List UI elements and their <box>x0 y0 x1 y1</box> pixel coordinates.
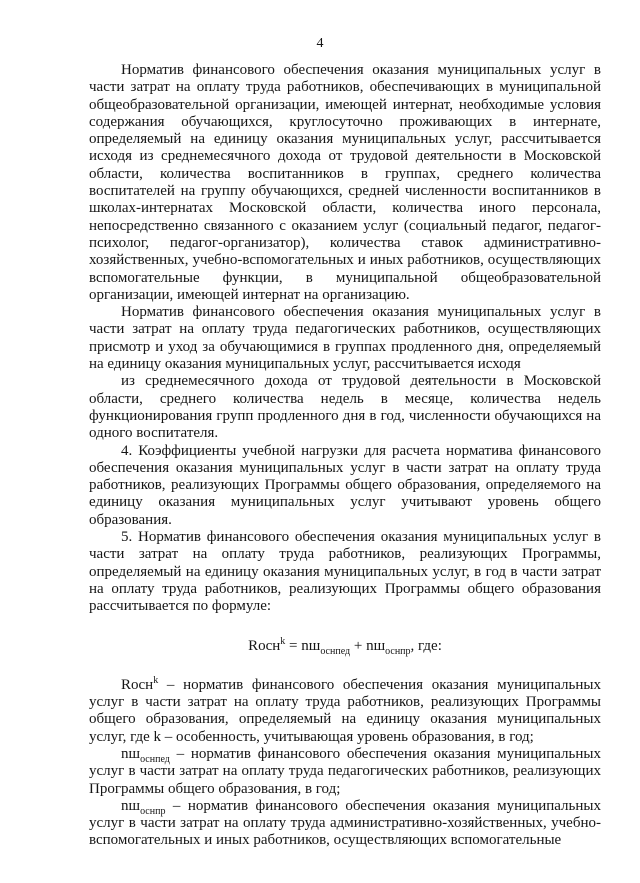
definition-symbol: Roсн <box>121 676 154 693</box>
definition-sub: оснпед <box>140 753 170 765</box>
formula-tail: , где: <box>410 637 442 654</box>
page-number: 4 <box>316 36 324 51</box>
definition-text: – норматив финансового обеспечения оказания муниципальных услуг в части затрат на оплату труда педагогических работников, реализующих Программы общего образования, в год; <box>89 745 601 797</box>
definition-nsh-oснpr <box>89 798 601 850</box>
definition-sub: оснпр <box>140 805 166 817</box>
definition-text: – норматив финансового обеспечения оказания муниципальных услуг в части затрат на оплату труда административно-хозяйственных, учебно-вспомогательных и иных работников, осуществляющих вспомогательные <box>89 797 601 849</box>
definition-symbol: nш <box>121 797 141 814</box>
definition-sup: k <box>153 674 159 686</box>
definition-text: – норматив финансового обеспечения оказания муниципальных услуг в части затрат на оплату труда работников, реализующих Программы общего образования, определяемый на единицу оказания муниципальных услуг, где k – особенность, учитывающая уровень образования, в год; <box>89 676 601 745</box>
definition-nsh-oснped <box>89 746 601 798</box>
paragraph-coefficients: 4. Коэффициенты учебной нагрузки для расчета норматива финансового обеспечения оказания муниципальных услуг в части затрат на оплату труда работников, реализующих Программы общего образования, определяемого на единицу оказания муниципальных услуг учитывают уровень общего образования. <box>89 442 601 528</box>
paragraph-extended-day-basis: из среднемесячного дохода от трудовой деятельности в Московской области, среднего количества недель в месяце, количества недель функционирования групп продленного дня в год, численности обучающихся на одного воспитателя. <box>89 373 601 442</box>
formula-term2-sub: оснпр <box>385 645 411 657</box>
document-body <box>89 62 601 850</box>
paragraph-extended-day-norm: Норматив финансового обеспечения оказания муниципальных услуг в части затрат на оплату труда педагогических работников, осуществляющих присмотр и уход за обучающимися в группах продленного дня, определяемый на единицу оказания муниципальных услуг, рассчитывается исходя <box>89 304 601 373</box>
formula-plus: + nш <box>350 637 386 654</box>
formula-lhs-sup: k <box>280 635 286 647</box>
formula <box>89 635 601 657</box>
paragraph-norm-formula-intro: 5. Норматив финансового обеспечения оказания муниципальных услуг в части затрат на оплату труда работников, реализующих Программы, определяемый на единицу оказания муниципальных услуг, в год в части затрат на оплату труда работников, реализующих Программы общего образования рассчитывается по формуле: <box>89 529 601 615</box>
formula-eq: = nш <box>285 637 321 654</box>
paragraph-intern-norm: Норматив финансового обеспечения оказания муниципальных услуг в части затрат на оплату труда работников, обеспечивающих в муниципальной общеобразовательной организации, имеющей интернат, необходимые условия содержания обучающихся, круглосуточно проживающих в интернате, определяемый на единицу оказания муниципальных услуг, рассчитывается исходя из среднемесячного дохода от трудовой деятельности в Московской области, количества воспитанников в группах, среднего количества воспитателей на группу обучающихся, средней численности воспитанников в школах-интернатах Московской области, количества иного персонала, непосредственно связанного с оказанием услуг (социальный педагог, педагог-психолог, педагог-организатор), количества ставок административно-хозяйственных, учебно-вспомогательных и иных работников, осуществляющих вспомогательные функции, в муниципальной общеобразовательной организации, имеющей интернат на организацию. <box>89 62 601 303</box>
formula-term1-sub: оснпед <box>320 645 351 657</box>
definition-roсn <box>89 674 601 746</box>
definition-symbol: nш <box>121 745 141 762</box>
formula-lhs: Roсн <box>248 637 281 654</box>
